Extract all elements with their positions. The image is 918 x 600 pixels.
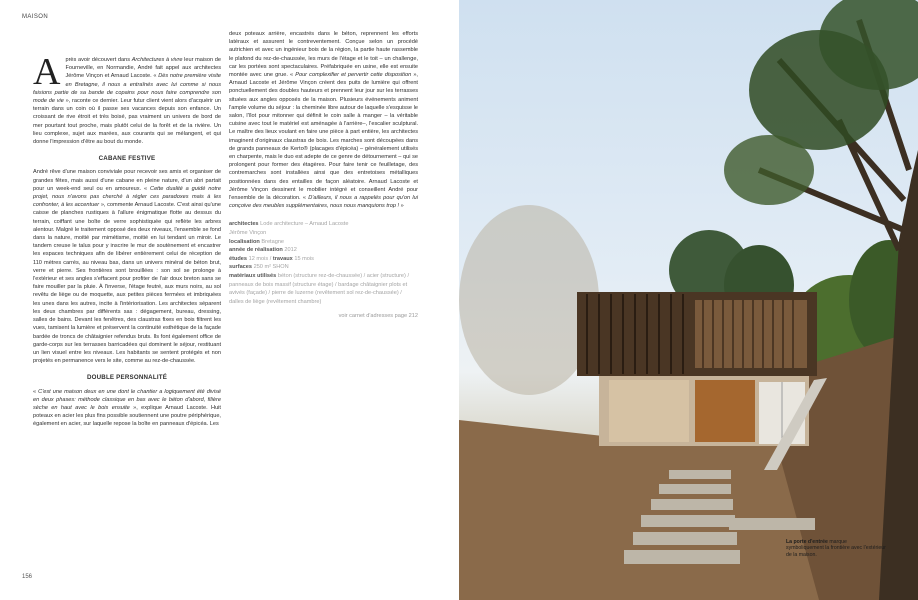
page-number: 156: [22, 574, 33, 580]
photo-caption: La porte d'entrée marque symboliquement la frontière avec l'extérieur de la maison.: [786, 539, 886, 558]
body-paragraph: deux poteaux arrière, encastrés dans le béton, reprennent les efforts latéraux et assurent le contreventement. Conçue selon un procédé autrichien et avec un ingénieur bois de la région, la partie haute rassemble le plafond du rez-de-chaussée, les murs de l'étage et le toit – un challenge, car les portées sont spectaculaires. Préfabriquée en usine, elle est ensuite montée avec une grue. « Pour complexifier et pervertir cette disposition », Arnaud Lacoste et Jérôme Vinçon créent des puits de lumière qui offrent ponctuellement des doubles hauteurs et prennent leur jour sur les terrasses situées aux angles opposés de la maison. Plusieurs événements animent l'ample volume du séjour : la cheminée libre autour de laquelle s'esquisse le salon, l'îlot pour mitonner qui définit le coin salle à manger – la véritable cuisine avec tout le matériel est aménagée à l'arrière–, l'escalier sculptural. Le maître des lieux voulant en faire une pièce à part entière, les architectes imaginent d'originaux claustras de bois. Les marches sont découpées dans de grands panneaux de Kerto® (placages d'épicéa) – généralement utilisés en charpente, mais le duo est adepte de ce genre de détournement – qui se prolongent pour former des étagères. Pour faire tenir ce feuilletage, des contremarches sont installées ainsi que des entretoises métalliques positionnées dans des entailles de façon aléatoire. Arnaud Lacoste et Jérôme Vinçon dessinent le mobilier intégré et conseillent André pour l'ensemble de la décoration. « D'ailleurs, il nous a rappelés pour qu'on lui conçoive des meubles supplémentaires, nous nous manquions trop ! »: [229, 31, 419, 210]
credit-localisation: localisation Bretagne: [229, 238, 285, 245]
body-paragraph: « C'est une maison deux en une dont le chantier a logiquement été divisé en deux phases: méthode classique en bas avec le béton d'abord, filière sèche en haut avec le bois ensuite », explique Arnaud Lacoste. Huit poteaux en acier les plus fins possible soutiennent une poutre périphérique, également en acier, sur laquelle repose la boîte en panneaux d'épicéa. Les: [33, 388, 221, 428]
text-column-2: [229, 30, 418, 321]
address-book-reference: voir carnet d'adresses page 212: [338, 313, 418, 320]
interior-shelves: [695, 380, 755, 442]
claustra-window: [695, 300, 807, 368]
text-column-1: [33, 51, 222, 429]
house-photograph: [459, 0, 918, 600]
house: [577, 292, 827, 470]
drop-cap: A: [33, 51, 61, 93]
credit-surfaces: surfaces 250 m² SHON: [229, 264, 289, 271]
intro-paragraph: Après avoir découvert dans Architectures à vivre leur maison de Fourneville, en Normandie, André fait appel aux architectes Jérôme Vinçon et Arnaud Lacoste. « Dès notre première visite en Bretagne, il nous a entraînés avec lui comme si nous faisions partie de sa bande de copains pour nous faire comprendre son mode de vie », raconte ce dernier. Leur futur client vient alors d'acquérir un terrain dans un coin où il passe ses vacances depuis son enfance. Un croissant de rive étroit et très boisé, pas vraiment un univers de bord de mer pourtant tout proche, mais plutôt celui de la forêt et de la rivière. Un lieu complexe, sujet aux marées, aux courants qui se mélangent, et qui donne l'impression d'être au bout du monde.: [33, 51, 221, 146]
credit-architectes: architectes Lode architecture – Arnaud Lacoste: [229, 221, 349, 228]
credit-duree: études 12 mois / travaux 15 mois: [229, 255, 314, 262]
project-credits: [229, 220, 418, 306]
subhead-double-personnalite: DOUBLE PERSONNALITÉ: [86, 374, 168, 382]
credit-annee: année de réalisation 2012: [229, 247, 297, 254]
subhead-cabane-festive: CABANE FESTIVE: [98, 155, 156, 163]
credit-architectes-2: Jérôme Vinçon: [229, 230, 267, 237]
credit-materiaux: matériaux utilisés béton (structure rez-de-chaussée) / acier (structure) / panneaux de bois massif (structure étage) / bardage châtaignier plots et avivés (façade) / pierre de luzerne (revêtement sol rez-de-chaussée) / dalles de liège (revêtement chambre): [229, 273, 410, 305]
photo-scene: [459, 0, 918, 600]
section-label: MAISON: [22, 14, 49, 20]
body-paragraph: André rêve d'une maison conviviale pour recevoir ses amis et organiser de grandes fêtes, mais aussi d'une cabane en pleine nature, d'un abri partait pour un week-end seul ou en amoureux. « Cette dualité a guidé notre projet, nous n'avons pas cherché à régler ces paradoxes mais à les confronter, à les accentuer », commente Arnaud Lacoste. C'est ainsi qu'une caisse de planches rustiques à l'allure énigmatique flotte au dessus du terrain, coiffant une boîte de verre sophistiquée qui reflète les arbres alentour. Malgré le traitement opposé des deux niveaux, l'ensemble se fond dans la nature, moitié par mimétisme, moitié en lui tendant un miroir. Le tandem creuse le talus pour y inscrire le mur de soutènement et encastrer les espaces techniques afin de libérer entièrement celui de réception de 110 mètres carrés, au niveau bas, dans un univers minéral de béton brut, verre et pierre. Ses frontières sont brouillées : son sol se prolonge à l'extérieur et ses angles s'effacent pour profiter de l'air doux breton sans se faire mouiller par la pluie. À l'inverse, l'étage feutré, aux murs noirs, au sol revêtu de liège ou de moquette, aux petites pièces fermées et imbriquées les unes dans les autres, incite à l'intériorisation. Les architectes séparent les deux chambres par différents sas : dégagement, bureau, dressing, salles de bains. Devant les fenêtres, des claustras fixes en bois filtrent les vues, tamisent la lumière et préservent la continuité esthétique de la façade bardée de troncs de châtaignier refendus bruts. Ils font également office de garde-corps sur les terrasses barricadées qui dominent le séjour, restituant un lien visuel entre les niveaux. Les habitants se sentent protégés et non projetés en permanence vers le site, comme au rez-de-chaussée.: [33, 169, 222, 365]
